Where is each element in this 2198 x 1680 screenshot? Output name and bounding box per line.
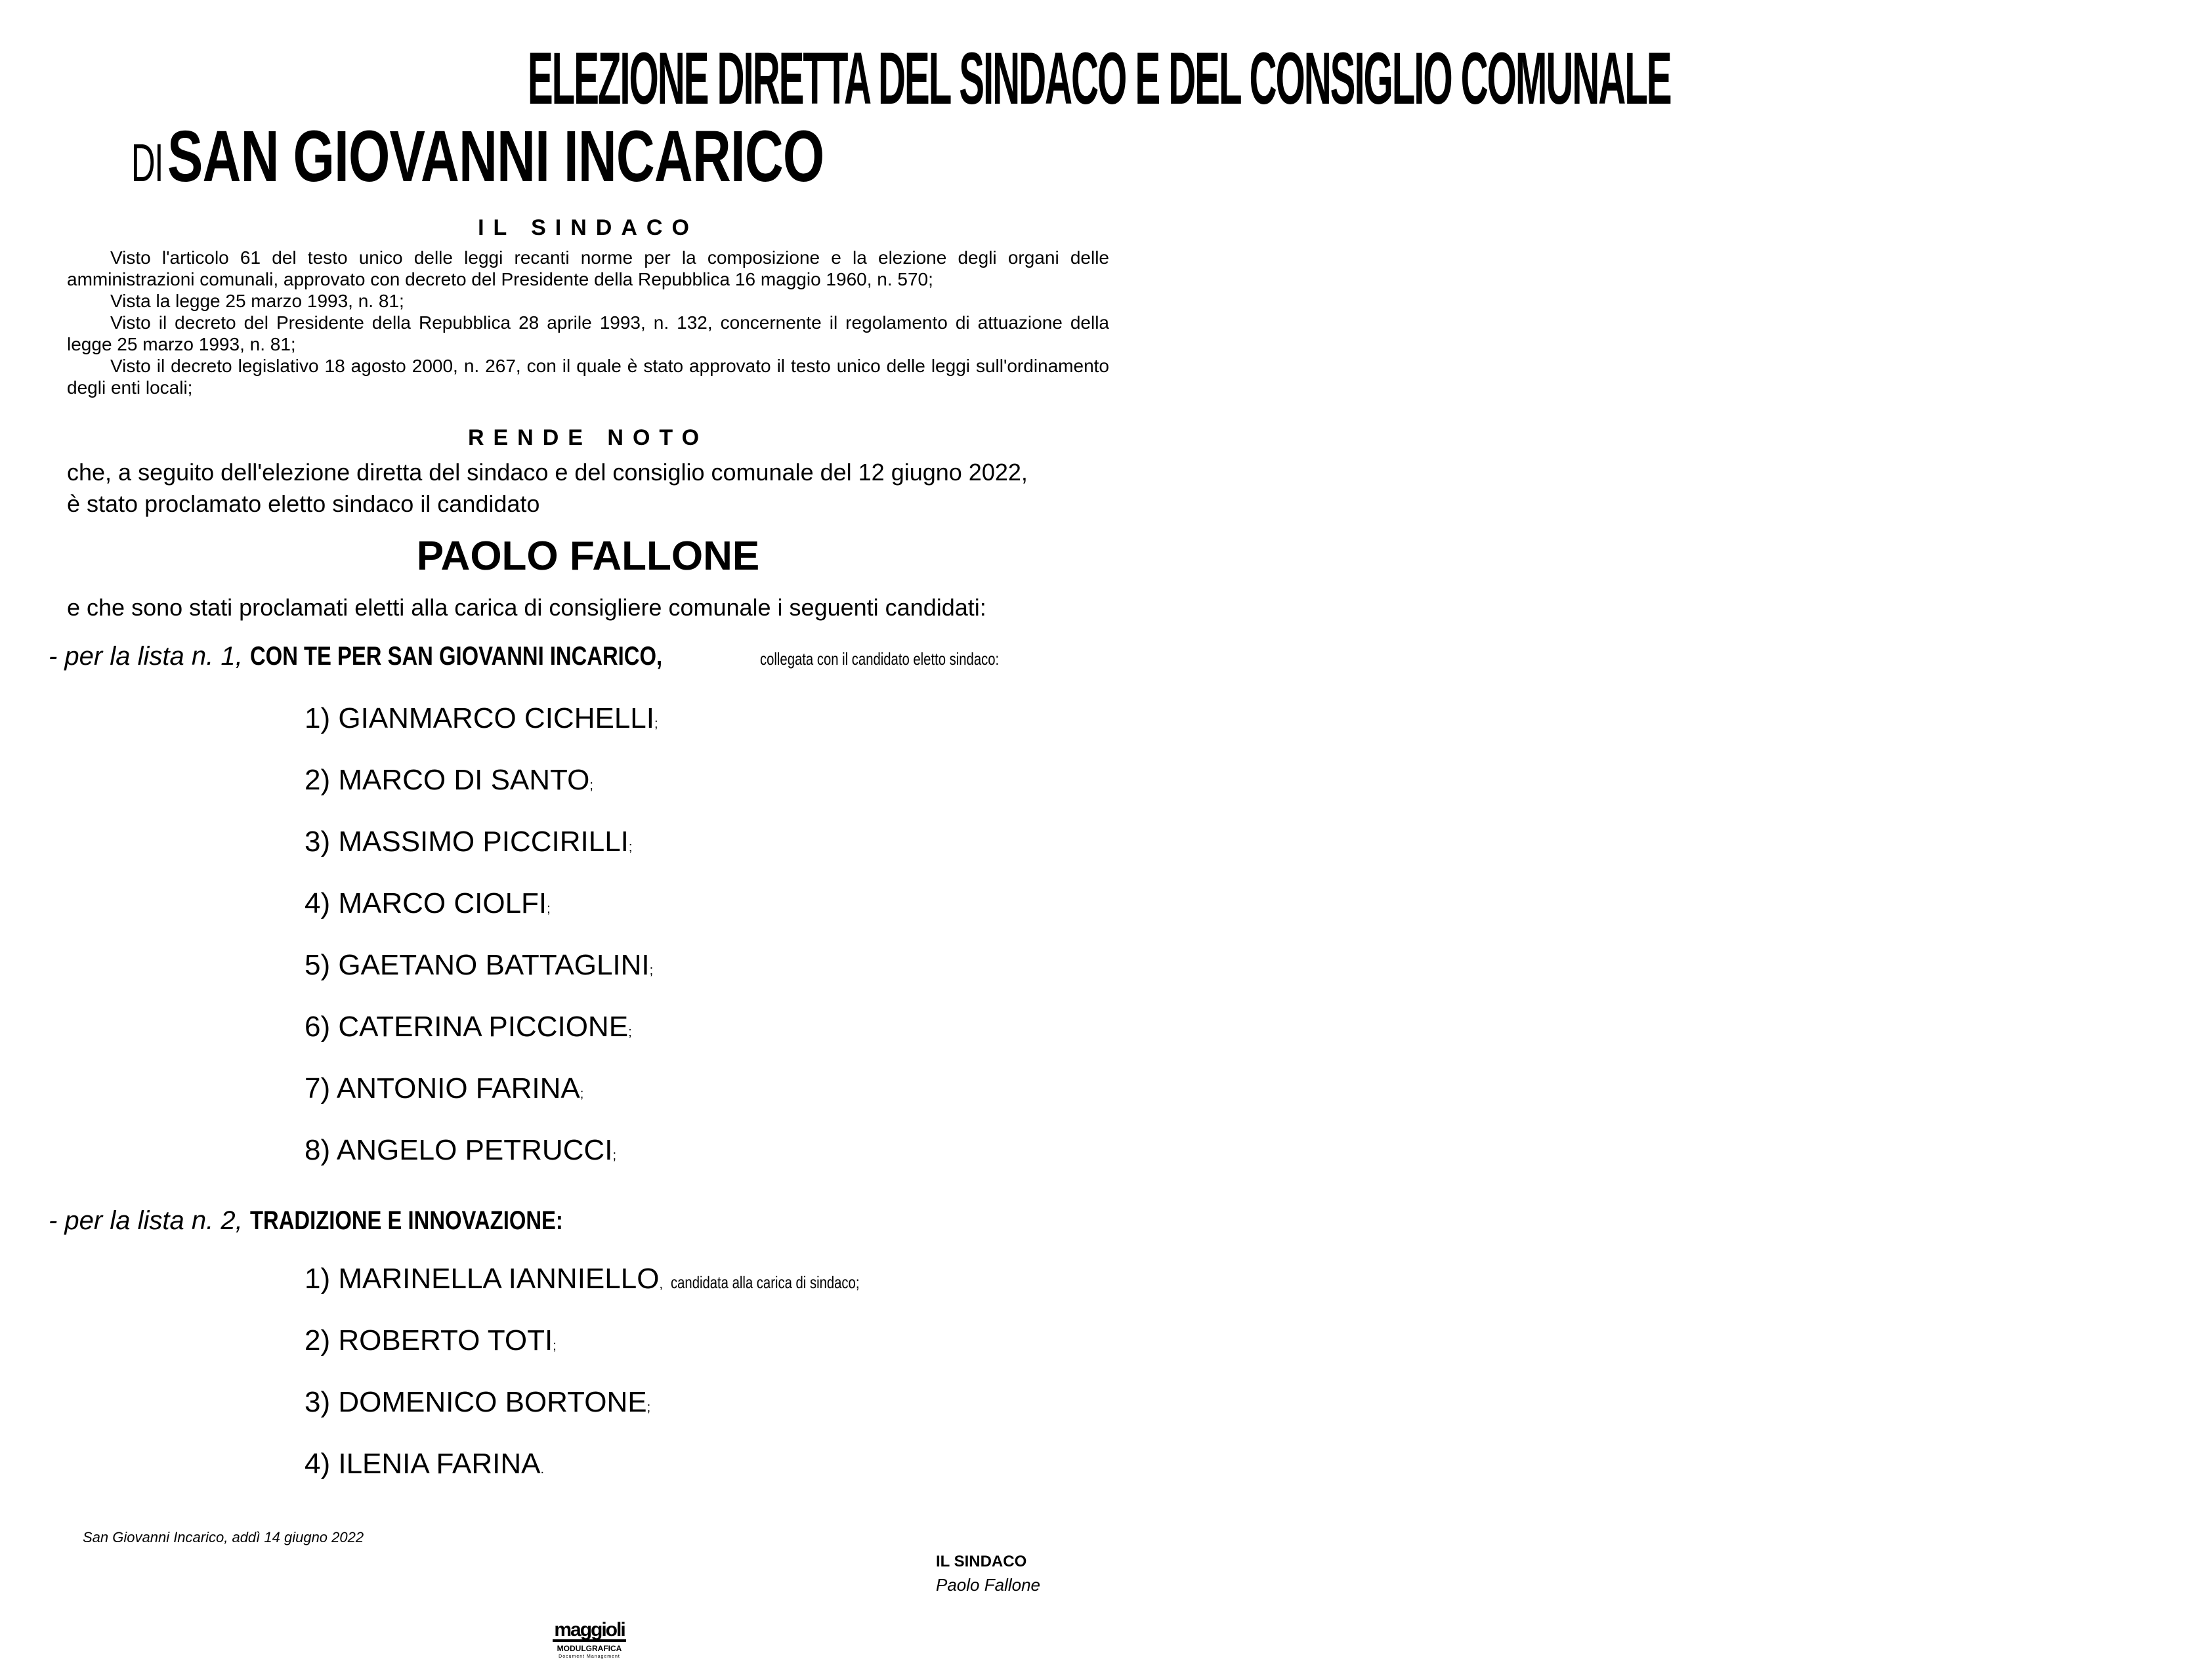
candidate-name: GIANMARCO CICHELLI	[338, 702, 654, 734]
announcement-line-1: che, a seguito dell'elezione diretta del sindaco e del consiglio comunale del 12 giugno 2022,	[67, 459, 1028, 486]
candidate-item	[305, 887, 551, 920]
title-line-2	[0, 115, 1176, 198]
candidate-suffix: ,	[659, 1277, 663, 1292]
candidate-suffix: ;	[654, 717, 658, 731]
candidate-number: 6)	[305, 1011, 331, 1043]
printer-logo	[550, 1621, 629, 1660]
candidate-suffix: ;	[612, 1148, 616, 1163]
announcement-line-2: è stato proclamato eletto sindaco il candidato	[67, 490, 540, 517]
candidate-item	[305, 1011, 632, 1043]
candidate-item	[305, 949, 653, 982]
candidate-number: 3)	[305, 1386, 331, 1418]
candidate-note: candidata alla carica di sindaco;	[671, 1272, 860, 1292]
candidate-item	[305, 1072, 583, 1105]
candidate-name: CATERINA PICCIONE	[338, 1011, 629, 1043]
candidate-suffix: ;	[646, 1400, 651, 1415]
candidate-number: 1)	[305, 1263, 331, 1295]
elected-mayor-name: PAOLO FALLONE	[416, 534, 760, 579]
list-prefix: - per la lista n. 1,	[49, 642, 243, 671]
candidate-number: 8)	[305, 1134, 331, 1166]
logo-brand: maggioli	[554, 1619, 625, 1641]
signature-name: Paolo Fallone	[936, 1575, 1040, 1595]
candidate-suffix: ;	[649, 963, 654, 978]
candidate-name: GAETANO BATTAGLINI	[338, 949, 650, 981]
candidate-number: 5)	[305, 949, 331, 981]
candidate-suffix: ;	[628, 1025, 632, 1040]
candidate-suffix: ;	[589, 778, 593, 793]
title-prefix: DI	[131, 133, 163, 193]
signature-title: IL SINDACO	[936, 1553, 1027, 1570]
candidate-number: 1)	[305, 702, 331, 734]
candidate-suffix: .	[540, 1462, 545, 1477]
candidate-name: MARCO DI SANTO	[338, 764, 590, 796]
candidate-item	[305, 1386, 650, 1419]
councillors-intro: e che sono stati proclamati eletti alla carica di consigliere comunale i seguenti candidati:	[67, 594, 986, 621]
list-name: CON TE PER SAN GIOVANNI INCARICO,	[249, 642, 662, 671]
title-line-1	[0, 37, 1671, 119]
candidate-item	[305, 1324, 557, 1357]
place-date-line: San Giovanni Incarico, addì 14 giugno 2022	[83, 1529, 364, 1545]
list-name: TRADIZIONE E INNOVAZIONE:	[249, 1206, 563, 1235]
town-name: SAN GIOVANNI INCARICO	[167, 116, 824, 197]
candidate-number: 4)	[305, 1448, 331, 1480]
preamble	[67, 247, 1109, 398]
list-prefix: - per la lista n. 2,	[49, 1206, 243, 1235]
logo-line-2: MODULGRAFICA	[557, 1644, 622, 1653]
title-text: ELEZIONE DIRETTA DEL SINDACO E DEL CONSIGLIO COMUNALE	[527, 37, 1671, 119]
candidate-name: DOMENICO BORTONE	[338, 1386, 647, 1418]
preamble-paragraph: Visto l'articolo 61 del testo unico delle leggi recanti norme per la composizione e la elezione degli organi delle amministrazioni comunali, approvato con decreto del Presidente della Repubblica 16 maggio 1960, n. 570;	[67, 247, 1109, 289]
candidate-number: 4)	[305, 887, 331, 919]
candidate-name: ROBERTO TOTI	[338, 1324, 553, 1356]
candidate-suffix: ;	[553, 1339, 557, 1353]
candidate-number: 2)	[305, 764, 331, 796]
logo-line-3: Document Management	[559, 1654, 620, 1659]
candidate-number: 2)	[305, 1324, 331, 1356]
list-note: collegata con il candidato eletto sindaco:	[759, 649, 1000, 669]
preamble-paragraph: Vista la legge 25 marzo 1993, n. 81;	[110, 291, 404, 311]
candidate-item	[305, 702, 658, 735]
candidate-item	[305, 826, 632, 858]
candidate-item	[305, 1448, 544, 1480]
candidate-suffix: ;	[628, 840, 633, 854]
candidate-item	[305, 1263, 913, 1295]
candidate-number: 3)	[305, 826, 331, 858]
candidate-name: MASSIMO PICCIRILLI	[338, 826, 629, 858]
list-2-heading	[49, 1206, 631, 1236]
candidate-suffix: ;	[547, 902, 551, 916]
candidate-name: MARINELLA IANNIELLO	[338, 1263, 660, 1295]
candidate-name: MARCO CIOLFI	[338, 887, 547, 919]
section-heading-rende-noto: RENDE NOTO	[467, 425, 709, 450]
candidate-name: ANTONIO FARINA	[336, 1072, 580, 1104]
candidate-name: ILENIA FARINA	[338, 1448, 541, 1480]
candidate-name: ANGELO PETRUCCI	[336, 1134, 613, 1166]
preamble-paragraph: Visto il decreto legislativo 18 agosto 2000, n. 267, con il quale è stato approvato il testo unico delle leggi sull'ordinamento degli enti locali;	[67, 356, 1109, 398]
candidate-item	[305, 1134, 616, 1167]
candidate-number: 7)	[305, 1072, 331, 1104]
section-heading-il-sindaco: IL SINDACO	[478, 215, 698, 240]
candidate-suffix: ;	[580, 1087, 584, 1101]
list-1-heading	[49, 642, 1067, 671]
preamble-paragraph: Visto il decreto del Presidente della Repubblica 28 aprile 1993, n. 132, concernente il regolamento di attuazione della legge 25 marzo 1993, n. 81;	[67, 312, 1109, 354]
candidate-item	[305, 764, 593, 797]
